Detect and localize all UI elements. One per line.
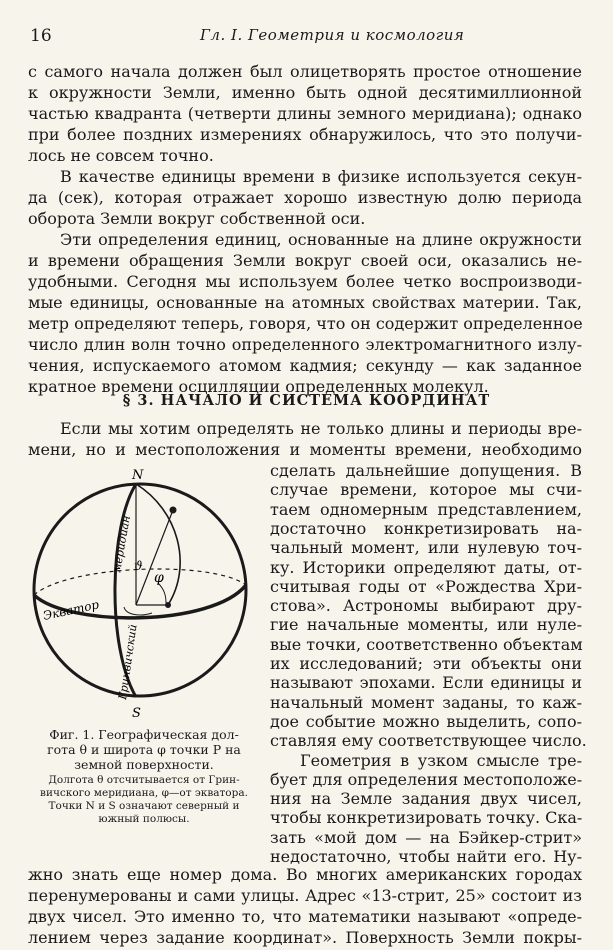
north-label: N [132,468,144,483]
text-line: метр определяют теперь, говоря, что он содержит определенное [28,314,583,333]
running-title: Гл. I. Геометрия и космология [200,26,465,44]
text-line: с самого начала должен был олицетворять простое отношение [28,62,582,81]
text-line: мые единицы, основанные на атомных свойствах материи. Так, [28,293,582,312]
text-line: Эти определения единиц, основанные на длине окружности [60,230,582,249]
text-line: В качестве единицы времени в физике используется секун- [60,167,582,186]
text-line: стова». Астрономы выбирают дру- [270,596,582,616]
text-line: частью квадранта (четверти длины земного меридиана); однако [28,104,582,123]
section-heading: § 3. НАЧАЛО И СИСТЕМА КООРДИНАТ [122,392,491,409]
page-number: 16 [30,26,52,46]
text-line: мени, но и местоположения и моменты времени, необходимо [28,440,582,459]
text-line: ку. Историки определяют даты, от- [270,557,582,577]
text-line: считывая годы от «Рождества Хри- [270,576,582,596]
text-line: при более поздних измерениях обнаружилось, что это получи- [28,125,582,144]
text-line: Геометрия в узком смысле тре- [300,750,582,770]
theta-arc [124,607,152,615]
point-p [170,507,177,514]
text-line: гие начальные моменты, или нуле- [270,615,582,635]
text-line: зать «мой дом — на Бэйкер-стрит» [270,827,582,847]
text-line: лось не совсем точно. [28,146,214,165]
text-line: к окружности Земли, именно быть одной десятимиллионной [28,83,582,102]
text-line: чальный момент, или нулевую точ- [270,538,582,558]
text-line: вые точки, соответственно объектам [270,634,583,654]
radius-to-point [136,510,173,605]
text-line: двух чисел. Это именно то, что математики называют «опреде- [28,907,582,926]
text-line: достаточно конкретизировать на- [270,518,582,538]
text-line: чтобы конкретизировать точку. Ска- [270,808,583,828]
figure-caption-line: гота θ и широта φ точки P на [47,742,241,757]
text-line: Если мы хотим определять не только длины и периоды вре- [60,419,582,438]
text-line: бует для определения местоположе- [270,769,583,789]
figure-note-line: южный полюсы. [98,813,190,825]
greenwich-label: Гринвичский [116,623,140,701]
text-line: начальный момент заданы, то каж- [270,692,582,712]
text-line: дое событие можно выделить, сопо- [270,711,582,731]
text-line: перенумерованы и сами улицы. Адрес «13-стрит, 25» состоит из [28,886,582,905]
text-line: называют эпохами. Если единицы и [270,673,582,693]
text-line: лением через задание координат». Поверхность Земли покры- [28,928,582,947]
theta-label: ϑ [134,559,143,573]
figure-note-line: вичского меридиана, φ—от экватора. [40,787,248,799]
globe-outline [34,484,246,696]
text-line: ставляя ему соответствующее число. [270,731,587,751]
text-line: кратное времени осцилляции определенных молекул. [28,377,489,396]
text-line: таем одномерным представлением, [270,499,582,519]
text-line: чения, испускаемого атомом кадмия; секунду — как заданное [28,356,582,375]
south-label: S [132,706,141,720]
text-line: случае времени, которое мы счи- [270,480,582,500]
text-line: жно знать еще номер дома. Во многих американских городах [28,865,582,884]
figure-note-line: Точки N и S означают северный и [48,800,240,812]
text-line: и времени обращения Земли вокруг своей оси, оказались не- [28,251,582,270]
figure-caption-line: Фиг. 1. Географическая дол- [49,727,239,742]
phi-arc [158,583,166,603]
text-line: оборота Земли вокруг собственной оси. [28,209,366,228]
meridian-label: меридиан [110,514,133,574]
text-line: сделать дальнейшие допущения. В [270,461,582,480]
equator-point [165,602,171,608]
figure-note-line: Долгота θ отсчитывается от Грин- [48,774,240,786]
text-line: да (сек), которая отражает хорошо известную долю периода [28,188,582,207]
phi-label: φ [154,570,164,586]
text-line: их исследований; эти объекты они [270,654,582,673]
text-line: ния на Земле задания двух чисел, [270,789,582,809]
globe-figure [28,465,258,720]
text-line: число длин волн точно определенного электромагнитного излу- [28,335,582,354]
figure-caption-line: земной поверхности. [74,757,214,772]
text-line: недостаточно, чтобы найти его. Ну- [270,847,582,866]
text-line: удобными. Сегодня мы используем более четко воспроизводи- [28,272,582,291]
equator-label: Экватор [41,597,101,623]
